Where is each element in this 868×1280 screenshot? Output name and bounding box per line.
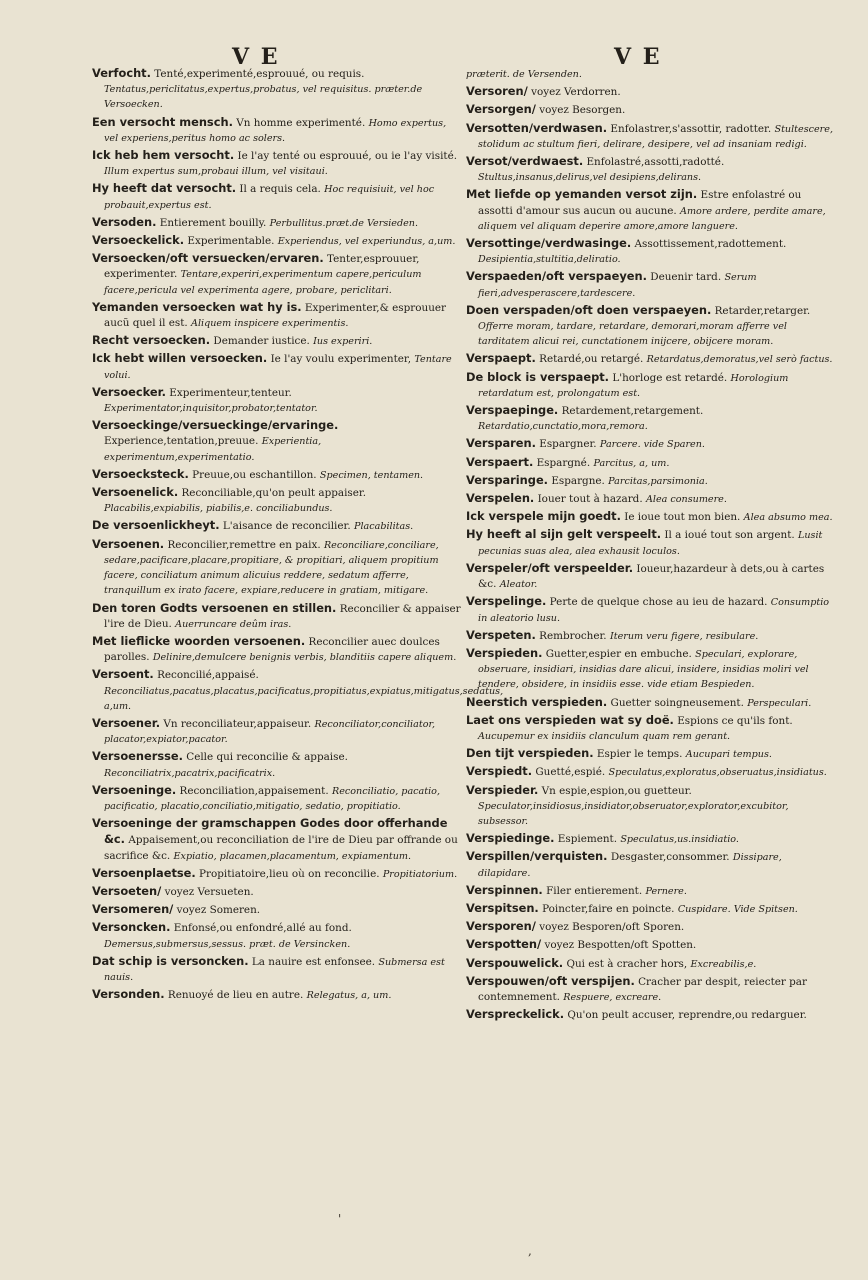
headword: Versoecker. <box>92 384 166 399</box>
french-gloss: Ioueur,hazardeur à dets,ou à cartes &c. <box>478 562 825 591</box>
french-gloss: Experimenteur,tenteur. <box>169 386 292 399</box>
headword: Ick hebt willen versoecken. <box>92 351 268 366</box>
dictionary-entry <box>466 695 836 711</box>
french-gloss: Espier le temps. <box>596 748 683 761</box>
dictionary-entry <box>466 561 836 592</box>
latin-gloss: Delinire,demulcere benignis verbis, blanditiis capere aliquem. <box>152 652 457 664</box>
headword: Hy heeft dat versocht. <box>92 181 237 196</box>
french-gloss: Estre enfolastré ou assotti d'amour sus aucun ou aucune. <box>478 189 802 217</box>
dictionary-entry <box>466 121 836 152</box>
latin-gloss: Submersa est nauis. <box>104 956 445 983</box>
french-gloss: Vn espie,espion,ou guetteur. <box>541 784 692 797</box>
dictionary-entry <box>466 187 836 234</box>
french-gloss: Espions ce qu'ils font. <box>677 714 793 727</box>
dictionary-entry <box>92 251 462 298</box>
dictionary-entry <box>92 300 462 331</box>
french-gloss: Experimentable. <box>187 235 275 248</box>
latin-gloss: Reconciliatus,pacatus,placatus,pacificatus,propitiatus,expiatus,mitigatus,sedatus, a,um. <box>104 685 504 712</box>
dictionary-entry <box>92 816 462 864</box>
french-gloss: Reconcilier,remettre en paix. <box>167 538 321 551</box>
latin-gloss: Speculatus,us.insidiatio. <box>620 834 739 846</box>
headword: Versoenelick. <box>92 485 179 500</box>
latin-gloss: Pernere. <box>645 885 687 897</box>
french-gloss: Enfolastrer,s'assottir, radotter. <box>610 122 772 135</box>
headword: Verspinnen. <box>466 882 543 897</box>
dictionary-entry <box>466 646 836 693</box>
dictionary-entry <box>92 902 462 918</box>
dictionary-entry <box>92 920 462 951</box>
headword: Versparinge. <box>466 472 548 487</box>
french-gloss: Poincter,faire en poincte. <box>542 902 675 915</box>
headword: Doen verspaden/oft doen verspaeyen. <box>466 302 712 317</box>
dictionary-entry <box>466 901 836 917</box>
latin-gloss: Lusit pecunias suas alea, alea exhausit loculos. <box>478 530 823 557</box>
latin-gloss: Tentatus,periclitatus,expertus,probatus, vel requisitus. præter.de Versoecken. <box>104 84 423 111</box>
dictionary-entry <box>92 667 504 714</box>
dictionary-entry <box>92 518 462 534</box>
dictionary-entry <box>92 215 462 231</box>
dictionary-entry <box>466 509 836 525</box>
french-gloss: Preuue,ou eschantillon. <box>192 468 317 481</box>
headword: Met liefde op yemanden versot zijn. <box>466 187 698 202</box>
dictionary-entry <box>92 866 462 882</box>
french-gloss: Vn reconciliateur,appaiseur. <box>163 717 312 730</box>
latin-gloss: Illum expertus sum,probaui illum, vel visitaui. <box>104 166 328 178</box>
headword: Verspeler/oft verspeelder. <box>466 560 634 575</box>
french-gloss: Enfolastré,assotti,radotté. <box>586 156 725 169</box>
latin-gloss: Specimen, tentamen. <box>319 469 424 481</box>
french-gloss: Espargner. <box>539 438 597 451</box>
french-gloss: Filer entierement. <box>546 884 643 897</box>
dictionary-entry <box>92 418 462 465</box>
french-gloss: Appaisement,ou reconciliation de l'ire de Dieu par offrande ou sacrifice &c. <box>104 834 458 862</box>
headword: Versoenersse. <box>92 749 183 764</box>
french-gloss: Ie l'ay voulu experimenter, <box>270 353 412 366</box>
latin-gloss: Relegatus, a, um. <box>306 990 392 1002</box>
french-gloss: Tenter,esprouuer, experimenter. <box>104 253 420 281</box>
french-gloss: Rembrocher. <box>539 629 607 642</box>
dictionary-entry <box>466 594 836 625</box>
dictionary-entry <box>466 849 836 880</box>
headword: Versonden. <box>92 987 165 1002</box>
headword: Versomeren/ <box>92 902 174 917</box>
running-head-right: V E <box>614 44 662 70</box>
french-gloss: Reconcilier auec doulces parolles. <box>104 635 440 664</box>
french-gloss: Demander iustice. <box>213 335 310 348</box>
latin-gloss: Expiatio, placamen,placamentum, expiamentum. <box>173 850 412 862</box>
dictionary-entry <box>466 154 836 185</box>
latin-gloss: Iterum veru figere, resibulare. <box>609 630 759 642</box>
headword: Versoecksteck. <box>92 466 189 481</box>
french-gloss: Reconcilier & appaiser l'ire de Dieu. <box>104 602 461 630</box>
latin-gloss: Reconciliatio, pacatio, pacificatio, placatio,conciliatio,mitigatio, sedatio, propitiatio. <box>104 785 441 812</box>
headword: Neerstich verspieden. <box>466 694 608 709</box>
french-gloss: Experimenter,& esprouuer aucũ quel il est. <box>104 301 447 330</box>
latin-gloss: Consumptio in aleatorio lusu. <box>478 597 830 624</box>
french-gloss: Espargne. <box>551 474 605 487</box>
latin-gloss: Aucupari tempus. <box>685 749 772 761</box>
headword: Versoeninge der gramschappen Godes door offerhande &c. <box>92 816 448 847</box>
dictionary-entry <box>466 1007 836 1023</box>
french-gloss: voyez Besorgen. <box>539 104 626 117</box>
headword: Yemanden versoecken wat hy is. <box>92 299 302 314</box>
dictionary-entry <box>92 66 462 113</box>
french-gloss: Cracher par despit, reiecter par contemnement. <box>478 975 807 1003</box>
headword: Hy heeft al sijn gelt verspeelt. <box>466 527 662 542</box>
latin-gloss: Desipientia,stultitia,deliratio. <box>478 254 621 266</box>
french-gloss: L'horloge est retardé. <box>612 371 728 384</box>
headword: Versoent. <box>92 667 154 682</box>
dictionary-entry <box>92 954 462 985</box>
headword: Versoeckelick. <box>92 233 185 248</box>
latin-gloss: Hoc requisiuit, vel hoc probauit,expertus est. <box>104 184 435 211</box>
french-gloss: Iouer tout à hazard. <box>537 493 643 506</box>
french-gloss: Guetter soingneusement. <box>610 696 744 709</box>
latin-gloss: Speculari, explorare, obseruare, insidiari, insidias dare alicui, insidere, insidias moliri vel tendere, obsidere, in insidiis esse. vide etiam Bespieden. <box>478 648 809 691</box>
latin-gloss: Aleator. <box>499 579 538 591</box>
dictionary-entry <box>466 713 836 744</box>
latin-gloss: Tentare volui. <box>104 354 452 381</box>
dictionary-entry <box>466 491 836 507</box>
dictionary-entry <box>92 115 462 146</box>
french-gloss: Experience,tentation,preuue. <box>104 435 259 448</box>
dictionary-entry <box>92 385 462 416</box>
french-gloss: Ie ioue tout mon bien. <box>624 511 741 524</box>
french-gloss: voyez Bespotten/oft Spotten. <box>544 939 697 952</box>
headword: Den toren Godts versoenen en stillen. <box>92 600 337 615</box>
dictionary-entry <box>92 485 462 516</box>
latin-gloss: Retardatio,cunctatio,mora,remora. <box>478 421 648 433</box>
latin-gloss: Stultus,insanus,delirus,vel desipiens,delirans. <box>478 172 702 184</box>
latin-gloss: Tentare,experiri,experimentum capere,periculum facere,pericula vel experimenta agere, probare, periclitari. <box>104 269 422 296</box>
headword: Versporen/ <box>466 919 536 934</box>
headword: Versoren/ <box>466 84 528 99</box>
headword: Verspreckelick. <box>466 1007 565 1022</box>
latin-gloss: Demersus,submersus,sessus. præt. de Versincken. <box>104 938 351 950</box>
latin-gloss: Stultescere, stolidum ac stultum fieri, delirare, desipere, vel ad insaniam redigi. <box>478 123 833 150</box>
french-gloss: voyez Versueten. <box>164 885 254 898</box>
headword: Verspiedinge. <box>466 831 555 846</box>
dictionary-entry <box>466 746 836 762</box>
french-gloss: voyez Besporen/oft Sporen. <box>539 921 685 934</box>
headword: Versoden. <box>92 214 157 229</box>
headword: Versoecken/oft versuecken/ervaren. <box>92 251 324 266</box>
french-gloss: Espargné. <box>536 456 591 469</box>
dictionary-entry <box>466 455 836 471</box>
french-gloss: Vn homme experimenté. <box>236 116 366 129</box>
latin-gloss: Offerre moram, tardare, retardare, demorari,moram afferre vel tarditatem alicui rei, cunctationem inijcere, obijcere moram. <box>478 321 787 348</box>
headword: Versparen. <box>466 436 536 451</box>
dictionary-entry <box>92 783 462 814</box>
latin-gloss: Alea absumo mea. <box>743 512 833 524</box>
headword: Versotten/verdwasen. <box>466 120 608 135</box>
dictionary-entry <box>466 937 836 953</box>
dictionary-entry <box>466 66 836 82</box>
french-gloss: Desgaster,consommer. <box>610 851 730 864</box>
headword: Met lieflicke woorden versoenen. <box>92 633 306 648</box>
latin-gloss: Experimentator,inquisitor,probator,tentator. <box>104 403 318 415</box>
latin-gloss: Respuere, excreare. <box>563 991 662 1003</box>
headword: Verspieder. <box>466 782 539 797</box>
headword: Versoeckinge/versueckinge/ervaringe. <box>92 418 339 433</box>
latin-gloss: Retardatus,demoratus,vel serò factus. <box>646 354 833 366</box>
headword: Versoncken. <box>92 920 171 935</box>
latin-gloss: Aliquem inspicere experimentis. <box>191 318 349 330</box>
latin-gloss: Reconciliator,conciliator, placator,expiator,pacator. <box>104 718 436 746</box>
headword: De block is verspaept. <box>466 369 610 384</box>
headword: Verspaeden/oft verspaeyen. <box>466 269 647 284</box>
page-mark-left: ' <box>338 1212 342 1226</box>
french-gloss: Guetté,espié. <box>535 766 606 779</box>
latin-gloss: Homo expertus, vel experiens,peritus homo ac solers. <box>104 117 447 144</box>
latin-gloss: Speculator,insidiosus,insidiator,obseruator,explorator,excubitor, subsessor. <box>478 800 789 827</box>
dictionary-entry <box>92 987 462 1003</box>
headword: Verspelinge. <box>466 594 547 609</box>
dictionary-entry <box>92 333 462 349</box>
french-gloss: Qu'on peult accuser, reprendre,ou redarguer. <box>567 1009 807 1022</box>
latin-gloss: Placabilis,expiabilis, piabilis,e. conciliabundus. <box>104 503 333 515</box>
latin-gloss: præterit. de Versenden. <box>466 69 582 80</box>
french-gloss: Reconcilié,appaisé. <box>157 669 259 682</box>
dictionary-entry <box>466 764 836 780</box>
headword: Recht versoecken. <box>92 333 211 348</box>
french-gloss: Celle qui reconcilie & appaise. <box>186 751 348 764</box>
french-gloss: Enfonsé,ou enfondré,allé au fond. <box>173 922 352 935</box>
dictionary-entry <box>466 783 836 830</box>
latin-gloss: Experiendus, vel experiundus, a,um. <box>277 236 456 248</box>
headword: Verspillen/verquisten. <box>466 849 608 864</box>
french-gloss: Assottissement,radottement. <box>634 238 787 251</box>
dictionary-entry <box>92 634 462 665</box>
french-gloss: La nauire est enfonsee. <box>251 955 376 968</box>
french-gloss: Deuenir tard. <box>650 271 722 284</box>
running-head-left: V E <box>232 44 280 70</box>
dictionary-entry <box>466 351 836 367</box>
headword: Verspaepinge. <box>466 403 559 418</box>
headword: Versoeninge. <box>92 782 177 797</box>
right-column <box>466 66 836 1025</box>
headword: Laet ons verspieden wat sy doë. <box>466 712 674 727</box>
headword: Verspieden. <box>466 645 543 660</box>
dictionary-entry <box>466 236 836 267</box>
latin-gloss: Dissipare, dilapidare. <box>478 852 782 879</box>
latin-gloss: Parcitus, a, um. <box>593 457 670 469</box>
headword: Verspitsen. <box>466 900 539 915</box>
latin-gloss: Amore ardere, perdite amare, aliquem vel aliquam deperire amore,amore languere. <box>478 205 826 232</box>
latin-gloss: Auerruncare deûm iras. <box>175 618 292 630</box>
latin-gloss: Serum fieri,advesperascere,tardescere. <box>478 272 757 299</box>
dictionary-entry <box>466 831 836 847</box>
french-gloss: voyez Someren. <box>176 904 261 917</box>
dictionary-entry <box>466 883 836 899</box>
french-gloss: L'aisance de reconcilier. <box>222 520 351 533</box>
latin-gloss: Aucupemur ex insidiis clanculum quam rem gerant. <box>478 730 731 742</box>
latin-gloss: Propitiatorium. <box>382 868 458 880</box>
french-gloss: Qui est à cracher hors, <box>566 957 688 970</box>
headword: Verfocht. <box>92 66 151 80</box>
latin-gloss: Perbullitus.præt.de Versieden. <box>269 217 419 229</box>
dictionary-entry <box>92 601 462 632</box>
french-gloss: Reconciliable,qu'on peult appaiser. <box>181 487 367 500</box>
page-mark-right: , <box>528 1244 532 1258</box>
dictionary-entry <box>466 370 836 401</box>
french-gloss: Guetter,espier en embuche. <box>545 647 692 660</box>
headword: Ick heb hem versocht. <box>92 148 235 163</box>
headword: Versottinge/verdwasinge. <box>466 236 632 251</box>
latin-gloss: Parcitas,parsimonia. <box>608 475 708 487</box>
latin-gloss: Alea consumere. <box>645 494 727 506</box>
latin-gloss: Speculatus,exploratus,obseruatus,insidiatus. <box>608 767 827 779</box>
dictionary-entry <box>92 148 462 179</box>
latin-gloss: Excreabilis,e. <box>690 958 757 970</box>
french-gloss: Retarder,retarger. <box>714 304 811 317</box>
latin-gloss: Horologium retardatum est, prolongatum est. <box>478 372 789 399</box>
headword: Verspiedt. <box>466 764 533 779</box>
french-gloss: Propitiatoire,lieu où on reconcilie. <box>199 867 380 880</box>
dictionary-entry <box>466 102 836 118</box>
headword: Verspouwelick. <box>466 955 564 970</box>
dictionary-entry <box>466 919 836 935</box>
headword: Den tijt verspieden. <box>466 746 594 761</box>
dictionary-entry <box>92 351 462 382</box>
dictionary-entry <box>92 233 462 249</box>
headword: Verspaept. <box>466 351 536 366</box>
french-gloss: Renuoyé de lieu en autre. <box>167 989 304 1002</box>
dictionary-entry <box>92 467 462 483</box>
dictionary-entry <box>466 269 836 300</box>
headword: Versorgen/ <box>466 102 536 117</box>
french-gloss: voyez Verdorren. <box>531 86 621 99</box>
dictionary-entry <box>466 956 836 972</box>
headword: Versot/verdwaest. <box>466 154 584 169</box>
headword: Verspotten/ <box>466 937 542 952</box>
dictionary-entry <box>466 473 836 489</box>
dictionary-entry <box>466 436 836 452</box>
headword: De versoenlickheyt. <box>92 518 220 533</box>
french-gloss: Ie l'ay tenté ou esprouué, ou ie l'ay visité. <box>237 150 458 163</box>
latin-gloss: Reconciliare,conciliare, sedare,pacificare,placare,propitiare, & propitiari, aliquem propitium facere, conciliatum animum alicuius reddere, sedatum afferre, tranquillum ex irato facere, expiare,reducere in gratiam, mitigare. <box>104 539 439 597</box>
french-gloss: Retardement,retargement. <box>561 405 704 418</box>
dictionary-entry <box>466 628 836 644</box>
dictionary-entry <box>466 303 836 350</box>
dictionary-entry <box>466 527 836 558</box>
french-gloss: Espiement. <box>557 833 618 846</box>
latin-gloss: Placabilitas. <box>353 521 414 533</box>
dictionary-entry <box>92 716 462 747</box>
latin-gloss: Ius experiri. <box>313 336 373 348</box>
dictionary-entry <box>92 884 462 900</box>
headword: Dat schip is versoncken. <box>92 953 249 968</box>
headword: Ick verspele mijn goedt. <box>466 509 621 524</box>
french-gloss: Il a ioué tout son argent. <box>664 529 795 542</box>
latin-gloss: Experientia, experimentum,experimentatio. <box>104 436 322 463</box>
dictionary-entry <box>466 84 836 100</box>
headword: Versoener. <box>92 715 161 730</box>
french-gloss: Retardé,ou retargé. <box>539 353 644 366</box>
french-gloss: Perte de quelque chose au ieu de hazard. <box>549 596 768 609</box>
dictionary-entry <box>466 974 836 1005</box>
french-gloss: Tenté,experimenté,esprouué, ou requis. <box>154 68 365 80</box>
french-gloss: Il a requis cela. <box>239 183 321 196</box>
dictionary-entry <box>92 181 462 212</box>
headword: Versoeten/ <box>92 883 162 898</box>
headword: Versoenplaetse. <box>92 865 196 880</box>
headword: Verspouwen/oft verspijen. <box>466 973 635 988</box>
dictionary-entry <box>466 403 836 434</box>
latin-gloss: Perspeculari. <box>747 697 812 709</box>
latin-gloss: Reconciliatrix,pacatrix,pacificatrix. <box>104 767 276 779</box>
dictionary-entry <box>92 749 462 780</box>
french-gloss: Reconciliation,appaisement. <box>179 784 329 797</box>
headword: Versoenen. <box>92 536 165 551</box>
headword: Verspaert. <box>466 454 534 469</box>
french-gloss: Entierement bouilly. <box>159 216 267 229</box>
latin-gloss: Cuspidare. Vide Spitsen. <box>677 903 798 915</box>
headword: Een versocht mensch. <box>92 114 233 129</box>
latin-gloss: Parcere. vide Sparen. <box>599 439 705 451</box>
dictionary-entry <box>92 537 462 599</box>
headword: Verspeten. <box>466 627 536 642</box>
headword: Verspelen. <box>466 491 535 506</box>
